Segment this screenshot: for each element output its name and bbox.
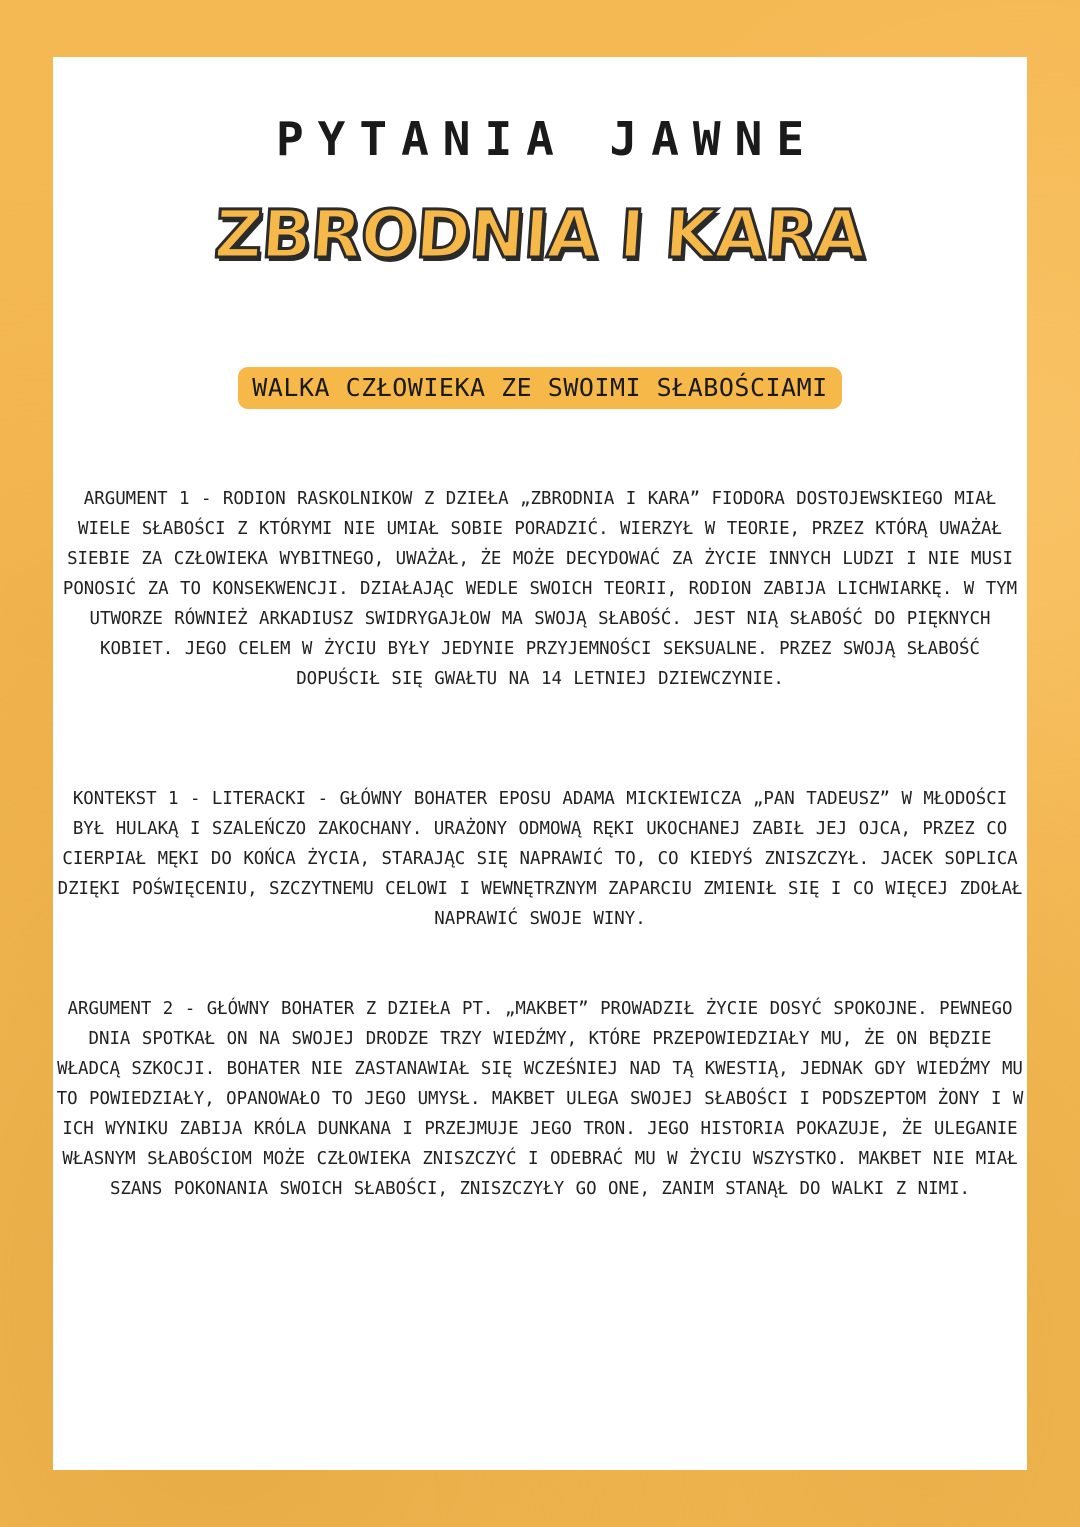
context-1-paragraph: KONTEKST 1 - LITERACKI - GŁÓWNY BOHATER EPOSU ADAMA MICKIEWICZA „PAN TADEUSZ” W MŁODOŚCI BYŁ HULAKĄ I SZALEŃCZO ZAKOCHANY. URAŻONY ODMOWĄ RĘKI UKOCHANEJ ZABIŁ JEJ OJCA, PRZEZ CO CIERPIAŁ MĘKI DO KOŃCA ŻYCIA, STARAJĄC SIĘ NAPRAWIĆ TO, CO KIEDYŚ ZNISZCZYŁ. JACEK SOPLICA DZIĘKI POŚWIĘCENIU, SZCZYTNEMU CELOWI I WEWNĘTRZNYM ZAPARCIU ZMIENIŁ SIĘ I CO WIĘCEJ ZDOŁAŁ NAPRAWIĆ SWOJE WINY. [57,789,1023,929]
topic-label: WALKA CZŁOWIEKA ZE SWOIMI SŁABOŚCIAMI [238,367,841,409]
topic-banner [0,367,1080,409]
argument-1-paragraph: ARGUMENT 1 - RODION RASKOLNIKOW Z DZIEŁA „ZBRODNIA I KARA” FIODORA DOSTOJEWSKIEGO MIAŁ WIELE SŁABOŚCI Z KTÓRYMI NIE UMIAŁ SOBIE PORADZIĆ. WIERZYŁ W TEORIE, PRZEZ KTÓRĄ UWAŻAŁ SIEBIE ZA CZŁOWIEKA WYBITNEGO, UWAŻAŁ, ŻE MOŻE DECYDOWAĆ ZA ŻYCIE INNYCH LUDZI I NIE MUSI PONOSIĆ ZA TO KONSEKWENCJI. DZIAŁAJĄC WEDLE SWOICH TEORII, RODION ZABIJA LICHWIARKĘ. W TYM UTWORZE RÓWNIEŻ ARKADIUSZ SWIDRYGAJŁOW MA SWOJĄ SŁABOŚĆ. JEST NIĄ SŁABOŚĆ DO PIĘKNYCH KOBIET. JEGO CELEM W ŻYCIU BYŁY JEDYNIE PRZYJEMNOŚCI SEKSUALNE. PRZEZ SWOJĄ SŁABOŚĆ DOPUŚCIŁ SIĘ GWAŁTU NA 14 LETNIEJ DZIEWCZYNIE. [62,489,1018,689]
page-heading: PYTANIA JAWNE [275,112,819,166]
book-title: ZBRODNIA I KARA [212,196,868,273]
argument-2-paragraph: ARGUMENT 2 - GŁÓWNY BOHATER Z DZIEŁA PT. „MAKBET” PROWADZIŁ ŻYCIE DOSYĆ SPOKOJNE. PEWNEGO DNIA SPOTKAŁ ON NA SWOJEJ DRODZE TRZY WIEDŹMY, KTÓRE PRZEPOWIEDZIAŁY MU, ŻE ON BĘDZIE WŁADCĄ SZKOCJI. BOHATER NIE ZASTANAWIAŁ SIĘ WCZEŚNIEJ NAD TĄ KWESTIĄ, JEDNAK GDY WIEDŹMY MU TO POWIEDZIAŁY, OPANOWAŁO TO JEGO UMYSŁ. MAKBET ULEGA SWOJEJ SŁABOŚCI I PODSZEPTOM ŻONY I W ICH WYNIKU ZABIJA KRÓLA DUNKANA I PRZEJMUJE JEGO TRON. JEGO HISTORIA POKAZUJE, ŻE ULEGANIE WŁASNYM SŁABOŚCIOM MOŻE CZŁOWIEKA ZNISZCZYĆ I ODEBRAĆ MU W ŻYCIU WSZYSTKO. MAKBET NIE MIAŁ SZANS POKONANIA SWOICH SŁABOŚCI, ZNISZCZYŁY GO ONE, ZANIM STANĄŁ DO WALKI Z NIMI. [56,999,1024,1199]
